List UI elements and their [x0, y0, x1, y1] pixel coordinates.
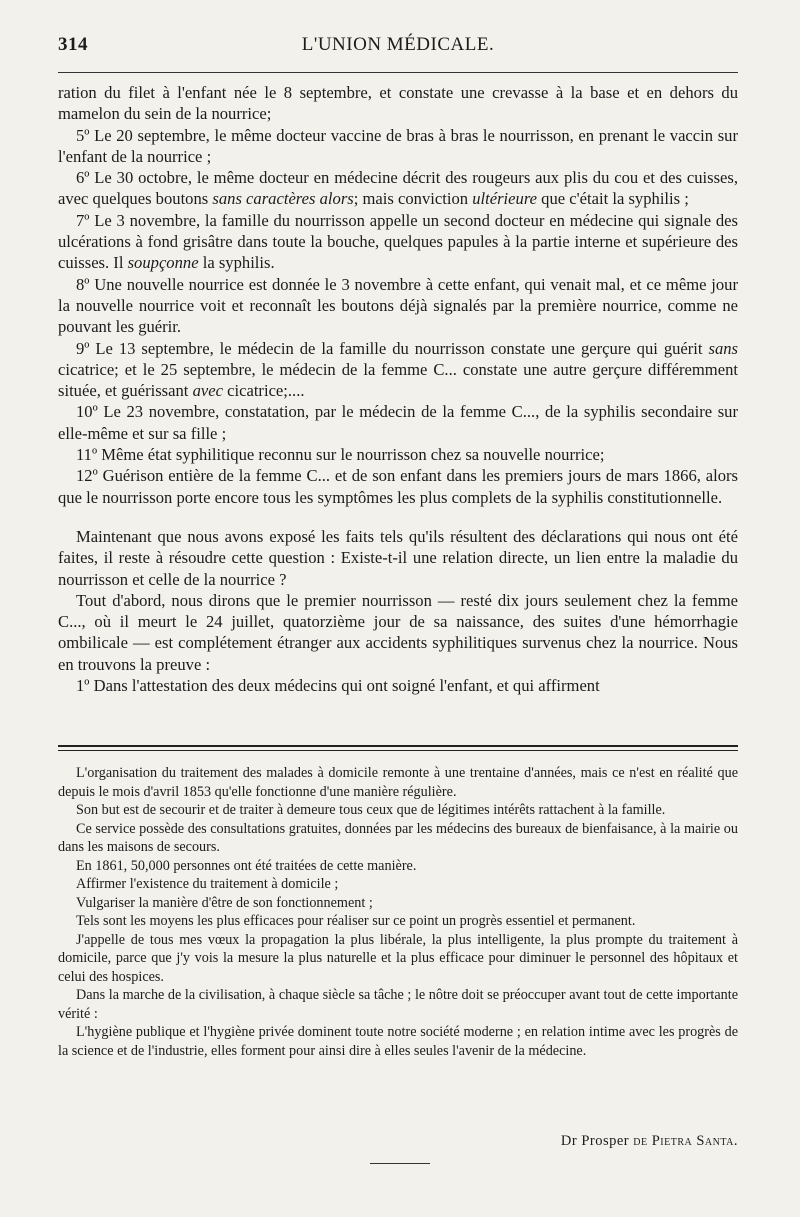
- paragraph: Dans la marche de la civilisation, à chaque siècle sa tâche ; le nôtre doit se préoccuper avant tout de cette importante vérité :: [58, 987, 738, 1022]
- italic-text: avec: [192, 381, 223, 401]
- text-run: 6º Le 30 octobre, le même docteur en médecine décrit des rougeurs aux plis du cou et des cuisses, avec quelques boutons: [58, 168, 738, 209]
- paragraph: Affirmer l'existence du traitement à domicile ;: [76, 876, 339, 892]
- paragraph: Son but est de secourir et de traiter à demeure tous ceux que de légitimes intérêts rattachent à la famille.: [76, 802, 666, 818]
- paragraph: 11º Même état syphilitique reconnu sur le nourrisson chez sa nouvelle nourrice;: [76, 445, 605, 465]
- page-header: [58, 34, 738, 60]
- text-run: 9º Le 13 septembre, le médecin de la famille du nourrisson constate une gerçure qui guérit: [76, 338, 709, 358]
- main-text: [58, 82, 738, 696]
- footer-rule: [370, 1163, 430, 1164]
- paragraph: 10º Le 23 novembre, constatation, par le médecin de la femme C..., de la syphilis secondaire sur elle-même et sur sa fille ;: [58, 402, 738, 443]
- page-number: 314: [58, 34, 88, 55]
- paragraph: 8º Une nouvelle nourrice est donnée le 3 novembre à cette enfant, qui venait mal, et ce même jour la nouvelle nourrice voit et reconnaît les boutons déjà signalés par la première nourrice, comme ne pouvant les guérir.: [58, 274, 738, 337]
- text-run: la syphilis.: [198, 253, 275, 273]
- paragraph: J'appelle de tous mes vœux la propagation la plus libérale, la plus intelligente, la plus prompte du traitement à domicile, parce que j'y vois la mesure la plus naturelle et la plus efficace pour diminuer le personnel des hôpitaux et celui des hospices.: [58, 931, 738, 985]
- paragraph: En 1861, 50,000 personnes ont été traitées de cette manière.: [76, 857, 417, 874]
- text-run: cicatrice; et le 25 septembre, le médecin de la femme C... constate une autre gerçure différemment située, et guérissant: [58, 359, 738, 401]
- signature-prefix: Dr Prosper: [560, 1133, 634, 1149]
- paragraph-gap: [58, 508, 738, 526]
- paragraph: [58, 210, 738, 274]
- text-run: ; mais conviction: [353, 189, 473, 209]
- header-rule: [58, 72, 738, 73]
- section-divider: [58, 745, 738, 751]
- text-run: que c'était la syphilis ;: [537, 189, 689, 209]
- paragraph: [58, 338, 738, 402]
- paragraph: Ce service possède des consultations gratuites, données par les médecins des bureaux de bienfaisance, à la mairie ou dans les maisons de secours.: [58, 820, 738, 855]
- paragraph: Tels sont les moyens les plus efficaces pour réaliser sur ce point un progrès essentiel et permanent.: [76, 913, 636, 929]
- author-signature: [58, 1133, 738, 1150]
- paragraph: Tout d'abord, nous dirons que le premier nourrisson — resté dix jours seulement chez la femme C..., où il meurt le 24 juillet, quatorzième jour de sa naissance, des suites d'une hémorrhagie ombilicale — est complétement étranger aux accidents syphilitiques survenus chez la nourrice. Nous en trouvons la preuve :: [58, 590, 738, 674]
- journal-title: L'UNION MÉDICALE.: [301, 34, 495, 55]
- feuilleton-text: [58, 764, 738, 1060]
- italic-text: sans caractères alors: [212, 189, 354, 209]
- italic-text: soupçonne: [127, 253, 199, 273]
- paragraph: Maintenant que nous avons exposé les faits tels qu'ils résultent des déclarations qui nous ont été faites, il reste à résoudre cette question : Existe-t-il une relation directe, un lien entre la maladie du nourrisson et celle de la nourrice ?: [58, 526, 738, 589]
- paragraph: Vulgariser la manière d'être de son fonctionnement ;: [76, 894, 373, 911]
- text-run: 7º Le 3 novembre, la famille du nourrisson appelle un second docteur en médecine qui signale des ulcérations à fond grisâtre dans toute la bouche, quelques papules à la partie interne et supérieure des cuisses. Il: [58, 210, 738, 273]
- paragraph: ration du filet à l'enfant née le 8 septembre, et constate une crevasse à la base et en dehors du mamelon du sein de la nourrice;: [58, 83, 738, 124]
- paragraph: L'hygiène publique et l'hygiène privée dominent toute notre société moderne ; en relation intime avec les progrès de la science et de l'industrie, elles forment pour ainsi dire à elles seules l'avenir de la médecine.: [58, 1024, 738, 1059]
- signature-name: de Pietra Santa.: [633, 1133, 738, 1149]
- paragraph: [58, 167, 738, 210]
- paragraph: 12º Guérison entière de la femme C... et de son enfant dans les premiers jours de mars 1866, alors que le nourrisson porte encore tous les symptômes les plus complets de la syphilis constitutionnelle.: [58, 466, 738, 507]
- paragraph: L'organisation du traitement des malades à domicile remonte à une trentaine d'années, mais ce n'est en réalité que depuis le mois d'avril 1853 qu'elle fonctionne d'une manière régulière.: [58, 765, 738, 800]
- italic-text: ultérieure: [472, 189, 538, 209]
- paragraph: 1º Dans l'attestation des deux médecins qui ont soigné l'enfant, et qui affirment: [76, 676, 600, 696]
- text-run: cicatrice;....: [222, 381, 305, 401]
- paragraph: 5º Le 20 septembre, le même docteur vaccine de bras à bras le nourrisson, en prenant le vaccin sur l'enfant de la nourrice ;: [58, 125, 738, 166]
- italic-text: sans: [708, 338, 738, 358]
